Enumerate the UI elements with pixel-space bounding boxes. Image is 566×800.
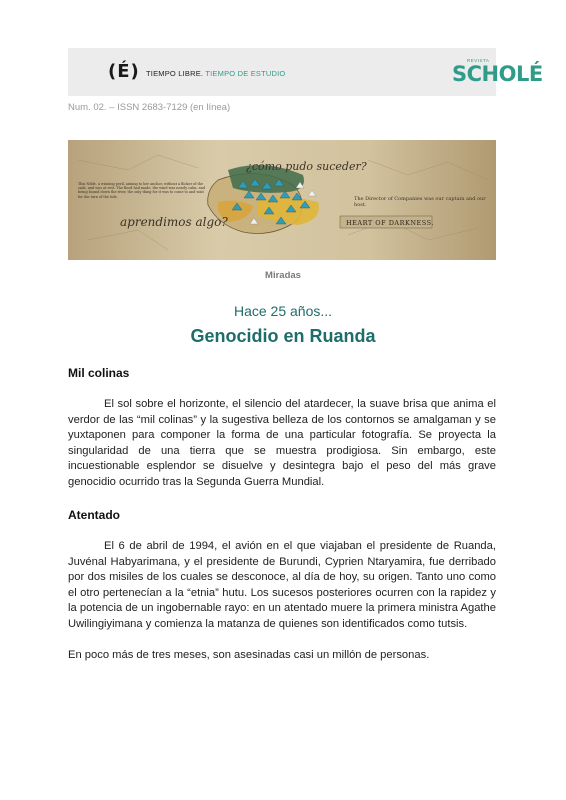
brand-logo: SCHOLÉ — [452, 62, 543, 86]
article-title: Genocidio en Ruanda — [190, 326, 376, 346]
journal-tagline — [146, 69, 285, 78]
image-caption: Miradas — [265, 270, 301, 281]
hero-book-label: HEART OF DARKNESS. — [346, 219, 434, 227]
hero-text-right: The Director of Companies was our captain and our host. — [354, 196, 486, 208]
section-heading-mil-colinas: Mil colinas — [68, 366, 130, 380]
section1-text: El sol sobre el horizonte, el silencio del atardecer, la suave brisa que anima el verdor de las “mil colinas” y la sugestiva belleza de los contornos se amalgaman y se yuxtaponen para componer la forma de una particular fotografía. Se proyecta la singularidad de una tierra que se muestra prodigiosa. Sin embargo, este incuestionable esplendor se disuelve y desintegra bajo el peso del más grave genocidio ocurrido tras la Segunda Guerra Mundial. — [68, 398, 496, 488]
tagline-main: TIEMPO LIBRE. — [146, 69, 204, 78]
hero-text-left: This Ndile, a winning peril, aiming to her anchor, without a flicker of the sails, and was at rest. The flood had made, the wind was nearly calm, and being bound down the river, the only thing for it was to come to and wait for the turn of the tide. — [78, 182, 205, 199]
section2-text: El 6 de abril de 1994, el avión en el que viajaban el presidente de Ruanda, Juvénal Habyarimana, y el presidente de Burundi, Cyprien Ntaryamira, fue derribado por dos misiles de los cuales se desconoce, al día de hoy, su origen. Tanto uno como el otro pertenecían a la “etnia” hutu. Los sucesos posteriores ocurren con la rapidez y la potencia de un ingobernable rayo: en un atentado muere la primera ministra Agathe Uwilingiyimana y comienza la matanza de quienes son identificados como tutsis. — [68, 540, 496, 630]
revista-label: REVISTA — [467, 58, 490, 63]
journal-banner — [68, 48, 543, 96]
hero-script-top: ¿cómo pudo suceder? — [246, 160, 367, 173]
hero-illustration — [68, 140, 496, 260]
journal-logo: (É) — [108, 61, 140, 82]
hero-script-bottom: aprendimos algo? — [120, 215, 228, 229]
article-kicker: Hace 25 años... — [233, 303, 333, 319]
tagline-accent: TIEMPO DE ESTUDIO — [205, 69, 286, 78]
section-body-atentado — [68, 539, 496, 632]
section-heading-atentado: Atentado — [68, 508, 120, 522]
section-body-mil-colinas — [68, 397, 496, 490]
issn-line: Num. 02. – ISSN 2683-7129 (en línea) — [68, 102, 231, 113]
section-closing-line: En poco más de tres meses, son asesinadas casi un millón de personas. — [68, 649, 430, 661]
